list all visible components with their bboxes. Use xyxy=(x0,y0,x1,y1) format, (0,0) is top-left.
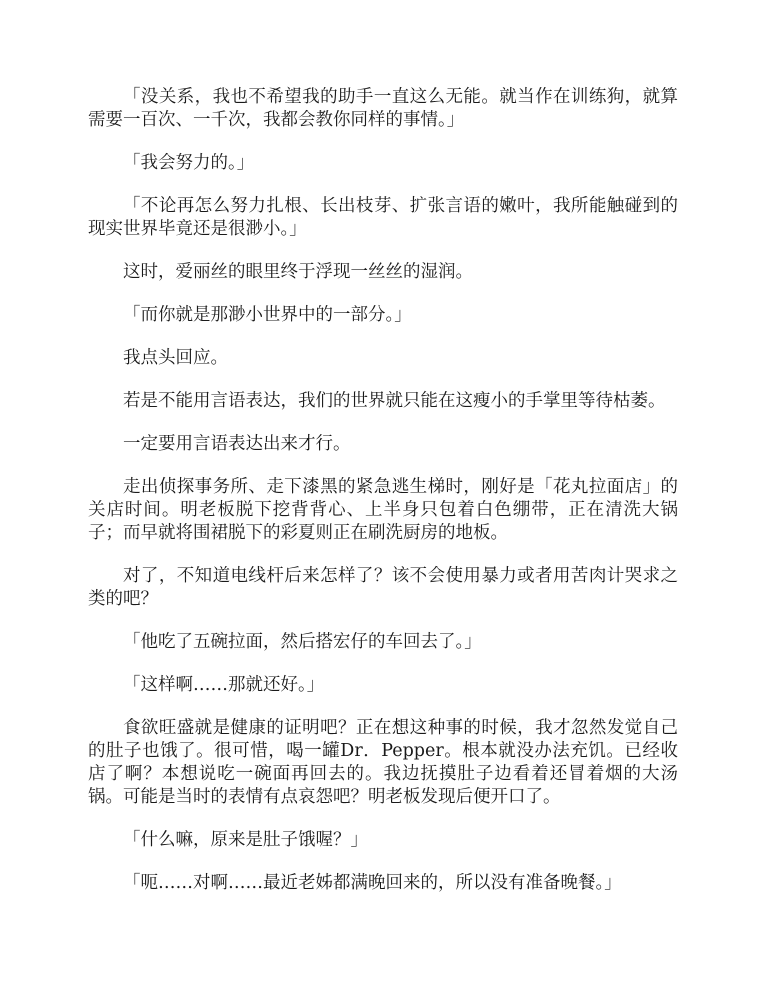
paragraph: 这时，爱丽丝的眼里终于浮现一丝丝的湿润。 xyxy=(123,262,473,282)
paragraph: 走出侦探事务所、走下漆黑的紧急逃生梯时，刚好是「花丸拉面店」的关店时间。明老板脱下挖背背心、上半身只包着白色绷带，正在清洗大锅子；而早就将围裙脱下的彩夏则正在刷洗厨房的地板。 xyxy=(88,477,678,543)
paragraph: 「我会努力的。」 xyxy=(123,153,255,173)
book-page xyxy=(88,86,678,915)
paragraph: 「这样啊……那就还好。」 xyxy=(123,675,325,695)
paragraph: 一定要用言语表达出来才行。 xyxy=(123,434,351,454)
paragraph: 「他吃了五碗拉面，然后搭宏仔的车回去了。」 xyxy=(123,632,482,652)
paragraph: 「呃……对啊……最近老姊都满晚回来的，所以没有准备晚餐。」 xyxy=(123,873,622,893)
paragraph: 「什么嘛，原来是肚子饿喔？」 xyxy=(123,830,368,850)
paragraph: 「没关系，我也不希望我的助手一直这么无能。就当作在训练狗，就算需要一百次、一千次，我都会教你同样的事情。」 xyxy=(88,87,678,130)
paragraph: 对了，不知道电线杆后来怎样了？该不会使用暴力或者用苦肉计哭求之类的吧？ xyxy=(88,566,678,609)
paragraph: 食欲旺盛就是健康的证明吧？正在想这种事的时候，我才忽然发觉自己的肚子也饿了。很可惜，喝一罐Dr．Pepper。根本就没办法充饥。已经收店了啊？本想说吃一碗面再回去的。我边抚摸肚子边看着还冒着烟的大汤锅。可能是当时的表情有点哀怨吧？明老板发现后便开口了。 xyxy=(88,718,678,807)
paragraph: 「不论再怎么努力扎根、长出枝芽、扩张言语的嫩叶，我所能触碰到的现实世界毕竟还是很渺小。」 xyxy=(88,196,678,239)
paragraph: 「而你就是那渺小世界中的一部分。」 xyxy=(123,305,412,325)
paragraph: 我点头回应。 xyxy=(123,348,228,368)
paragraph: 若是不能用言语表达，我们的世界就只能在这瘦小的手掌里等待枯萎。 xyxy=(123,391,666,411)
